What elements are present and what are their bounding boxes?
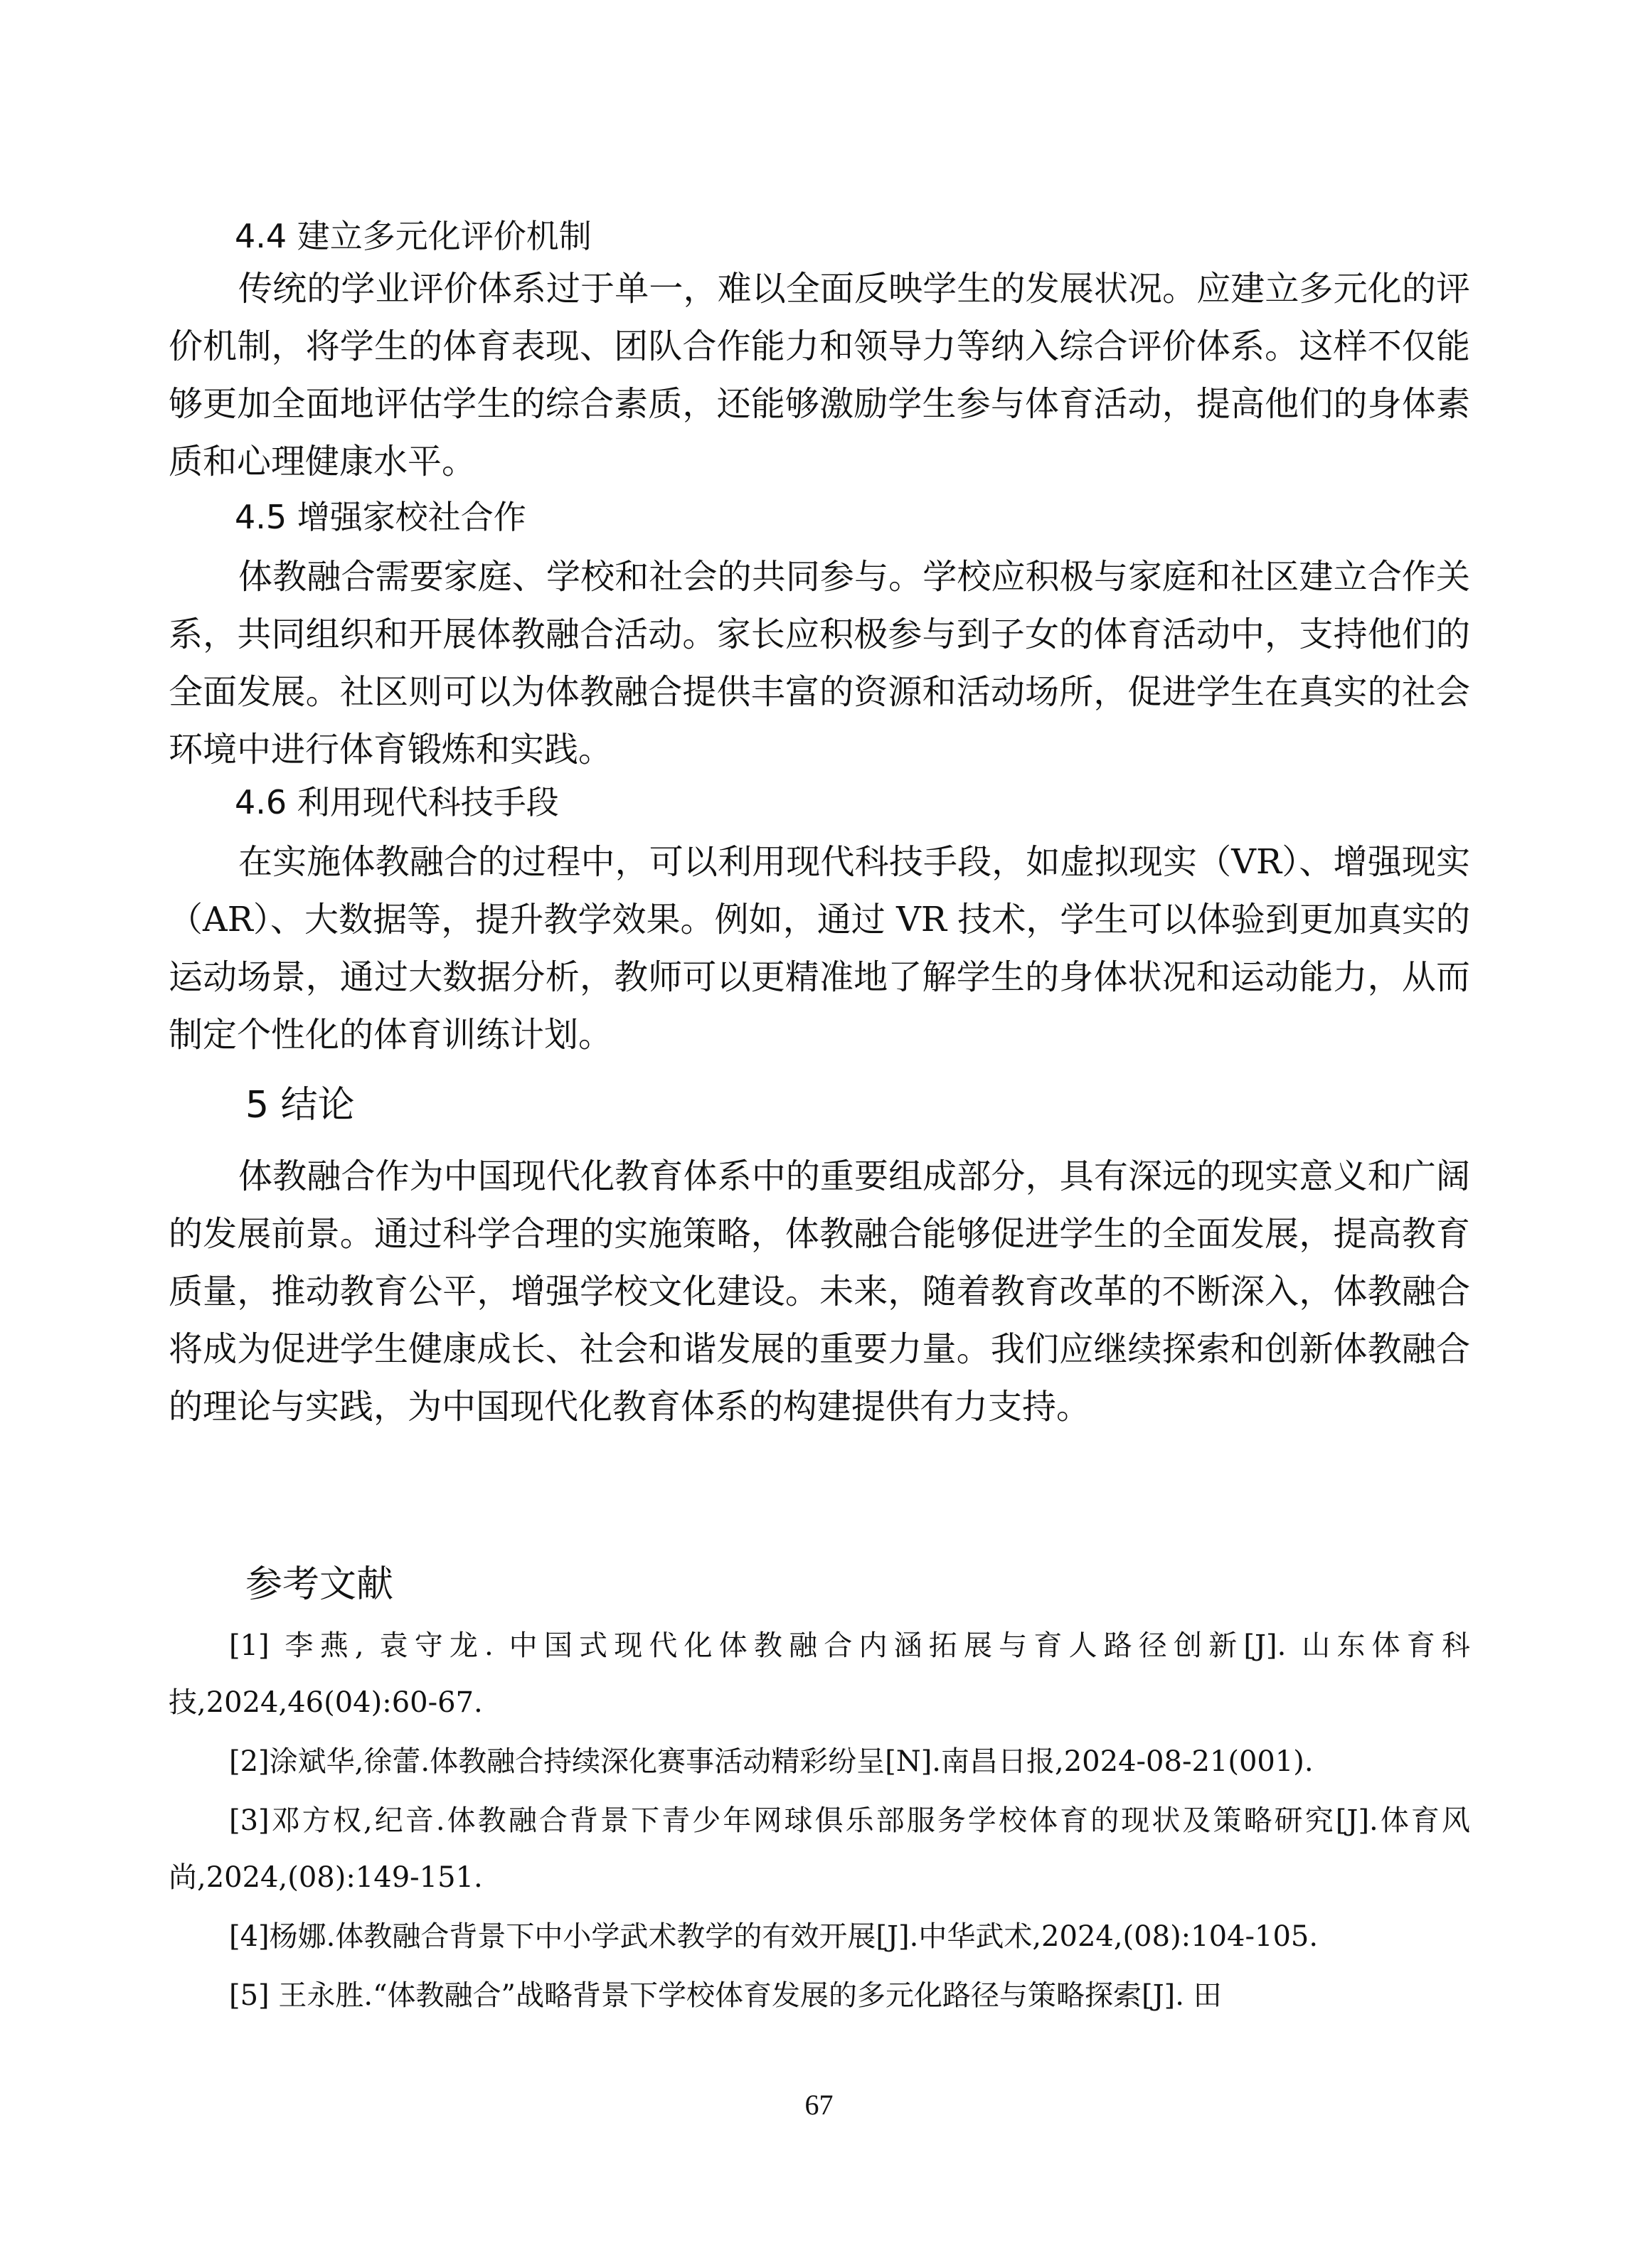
reference-item-1: [1] 李燕, 袁守龙. 中国式现代化体教融合内涵拓展与育人路径创新[J]. 山东体育科技,2024,46(04):60-67. (169, 1629, 1470, 1719)
section-4-4-paragraph: 传统的学业评价体系过于单一，难以全面反映学生的发展状况。应建立多元化的评价机制，将学生的体育表现、团队合作能力和领导力等纳入综合评价体系。这样不仅能够更加全面地评估学生的综合素质，还能够激励学生参与体育活动，提高他们的身体素质和心理健康水平。 (169, 269, 1470, 481)
reference-item-5: [5] 王永胜.“体教融合”战略背景下学校体育发展的多元化路径与策略探索[J]. 田 (229, 1979, 1222, 2012)
section-4-5-paragraph: 体教融合需要家庭、学校和社会的共同参与。学校应积极与家庭和社区建立合作关系，共同组织和开展体教融合活动。家长应积极参与到子女的体育活动中，支持他们的全面发展。社区则可以为体教融合提供丰富的资源和活动场所，促进学生在真实的社会环境中进行体育锻炼和实践。 (169, 557, 1470, 770)
reference-item-4: [4]杨娜.体教融合背景下中小学武术教学的有效开展[J].中华武术,2024,(08):104-105. (229, 1920, 1319, 1953)
conclusion-paragraph: 体教融合作为中国现代化教育体系中的重要组成部分，具有深远的现实意义和广阔的发展前景。通过科学合理的实施策略，体教融合能够促进学生的全面发展，提高教育质量，推动教育公平，增强学校文化建设。未来，随着教育改革的不断深入，体教融合将成为促进学生健康成长、社会和谐发展的重要力量。我们应继续探索和创新体教融合的理论与实践，为中国现代化教育体系的构建提供有力支持。 (169, 1156, 1470, 1427)
conclusion-heading: 5 结论 (245, 1084, 355, 1127)
references-heading: 参考文献 (245, 1563, 394, 1606)
section-4-5-heading: 4.5 增强家校社合作 (235, 498, 526, 536)
section-4-6-heading: 4.6 利用现代科技手段 (235, 783, 559, 821)
section-4-4-heading: 4.4 建立多元化评价机制 (235, 217, 592, 255)
reference-item-2: [2]涂斌华,徐蕾.体教融合持续深化赛事活动精彩纷呈[N].南昌日报,2024-08-21(001). (229, 1745, 1314, 1778)
page-number: 67 (804, 2089, 834, 2121)
section-4-6-paragraph: 在实施体教融合的过程中，可以利用现代科技手段，如虚拟现实（VR）、增强现实（AR）、大数据等，提升教学效果。例如，通过 VR 技术，学生可以体验到更加真实的运动场景，通过大数据分析，教师可以更精准地了解学生的身体状况和运动能力，从而制定个性化的体育训练计划。 (169, 842, 1470, 1055)
reference-item-3: [3]邓方权,纪音.体教融合背景下青少年网球俱乐部服务学校体育的现状及策略研究[J].体育风尚,2024,(08):149-151. (169, 1804, 1470, 1894)
